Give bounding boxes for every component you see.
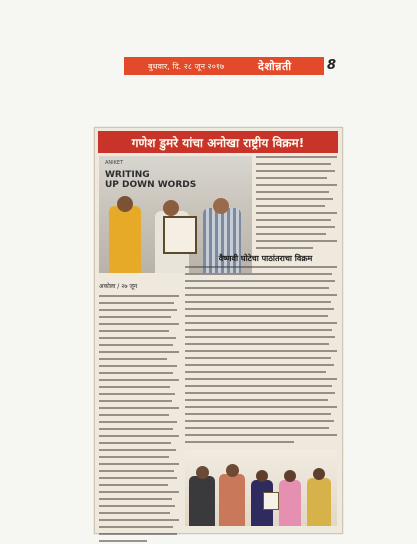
article-column-right (185, 266, 337, 446)
person-3-head (213, 198, 229, 214)
group-person-4-head (284, 470, 296, 482)
masthead-date: बुधवार, दि. २८ जून २०१७ (148, 61, 225, 71)
group-person-2 (219, 474, 245, 526)
banner-line-2: UP DOWN WORDS (105, 180, 197, 190)
group-person-1 (189, 476, 215, 526)
person-1 (109, 206, 141, 273)
newspaper-clipping (94, 127, 343, 534)
award-plaque (263, 492, 279, 510)
article-column-left (99, 282, 179, 517)
subheading: वैष्णवी घोटेचा पाठांतराचा विक्रम (218, 254, 313, 263)
person-1-head (117, 196, 133, 212)
certificate-frame (163, 216, 197, 254)
banner-small-text: ANIKET (105, 160, 124, 166)
headline: गणेश डुमरे यांचा अनोखा राष्ट्रीय विक्रम! (131, 135, 305, 150)
group-person-2-head (226, 464, 239, 477)
group-photo (185, 450, 337, 526)
banner-text (105, 170, 225, 190)
newspaper-masthead (124, 57, 324, 75)
person-2-head (163, 200, 179, 216)
banner-line-1: WRITING (105, 170, 150, 180)
group-person-5-head (313, 468, 325, 480)
headline-bar (98, 131, 338, 153)
group-person-5 (307, 478, 331, 526)
newspaper-name: देशोन्नती (258, 59, 292, 73)
page-number: 8 (327, 58, 337, 73)
group-person-4 (279, 480, 301, 526)
group-person-3-head (256, 470, 268, 482)
byline: अकोला / २७ जून (99, 283, 138, 290)
group-person-1-head (196, 466, 209, 479)
